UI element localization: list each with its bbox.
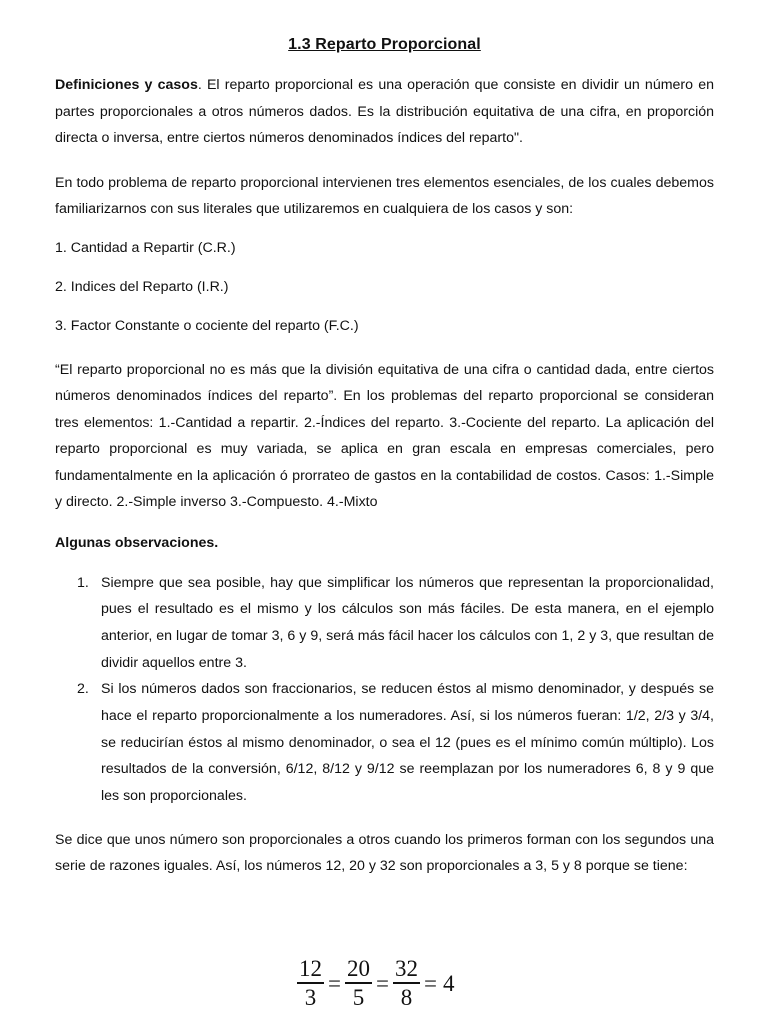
fraction-numerator: 32 — [394, 956, 418, 981]
list-item — [55, 676, 714, 810]
fraction-denominator: 5 — [352, 984, 365, 1010]
fraction-denominator: 3 — [304, 984, 317, 1010]
document-page — [55, 36, 714, 894]
fraction-denominator: 8 — [400, 984, 413, 1010]
fraction — [393, 956, 420, 1012]
observations-heading: Algunas observaciones. — [55, 534, 219, 551]
equation-result: 4 — [442, 971, 455, 997]
quote-paragraph: “El reparto proporcional no es más que la división equitativa de una cifra o cantidad dada, entre ciertos números denominados índices del reparto”. En los problemas del reparto proporcional se consideran tres elementos: 1.-Cantidad a repartir. 2.-Índices del reparto. 3.-Cociente del reparto. La aplicación del reparto proporcional es muy variada, se aplica en gran escala en empresas comerciales, pero fundamentalmente en la aplicación ó prorrateo de gastos en la contabilidad de costos. Casos: 1.-Simple y directo. 2.-Simple inverso 3.-Compuesto. 4.-Mixto — [55, 361, 714, 510]
list-item — [55, 570, 714, 677]
element-item: 1. Cantidad a Repartir (C.R.) — [55, 239, 236, 256]
intro-lead: Definiciones y casos — [55, 77, 198, 93]
equals-sign: = — [328, 971, 341, 997]
intro-text: . El reparto proporcional es una operación que consiste en dividir un número en partes proporcionales a otros números dados. Es la distribución equitativa de una cifra, en proporción directa o inversa, entre ciertos números denominados índices del reparto". — [55, 77, 714, 146]
fraction — [297, 956, 324, 1012]
closing-paragraph: Se dice que unos número son proporcionales a otros cuando los primeros forman con los segundos una serie de razones iguales. Así, los números 12, 20 y 32 son proporcionales a 3, 5 y 8 porque se tiene: — [55, 831, 714, 875]
equals-sign: = — [375, 971, 389, 997]
observations-list — [55, 570, 714, 810]
elements-intro-paragraph: En todo problema de reparto proporcional intervienen tres elementos esenciales, de los cuales debemos familiarizarnos con sus literales que utilizaremos en cualquiera de los casos y son: — [55, 174, 714, 217]
element-item: 2. Indices del Reparto (I.R.) — [55, 278, 229, 295]
equals-sign: = — [423, 971, 437, 997]
proportion-equation — [296, 956, 457, 1012]
list-item-text: Si los números dados son fraccionarios, se reducen éstos al mismo denominador, y después se hace el reparto proporcionalmente a los numeradores. Así, si los números fueran: 1/2, 2/3 y 3/4, se reducirían éstos al mismo denominador, o sea el 12 (pues es el mínimo común múltiplo). Los resultados de la conversión, 6/12, 8/12 y 9/12 se reemplazan por los numeradores 6, 8 y 9 que les son proporcionales. — [101, 681, 714, 805]
list-item-number: 2. — [77, 681, 89, 698]
fraction-numerator: 20 — [346, 956, 370, 981]
list-item-number: 1. — [77, 574, 89, 591]
element-item: 3. Factor Constante o cociente del reparto (F.C.) — [55, 317, 359, 334]
intro-paragraph — [55, 72, 714, 152]
list-item-text: Siempre que sea posible, hay que simplificar los números que representan la proporcionalidad, pues el resultado es el mismo y los cálculos son más fáciles. De esta manera, en el ejemplo anterior, en lugar de tomar 3, 6 y 9, será más fácil hacer los cálculos con 1, 2 y 3, que resultan de dividir aquellos entre 3. — [101, 574, 714, 671]
page-title: 1.3 Reparto Proporcional — [288, 36, 481, 53]
fraction-numerator: 12 — [299, 956, 322, 981]
fraction — [345, 956, 372, 1012]
